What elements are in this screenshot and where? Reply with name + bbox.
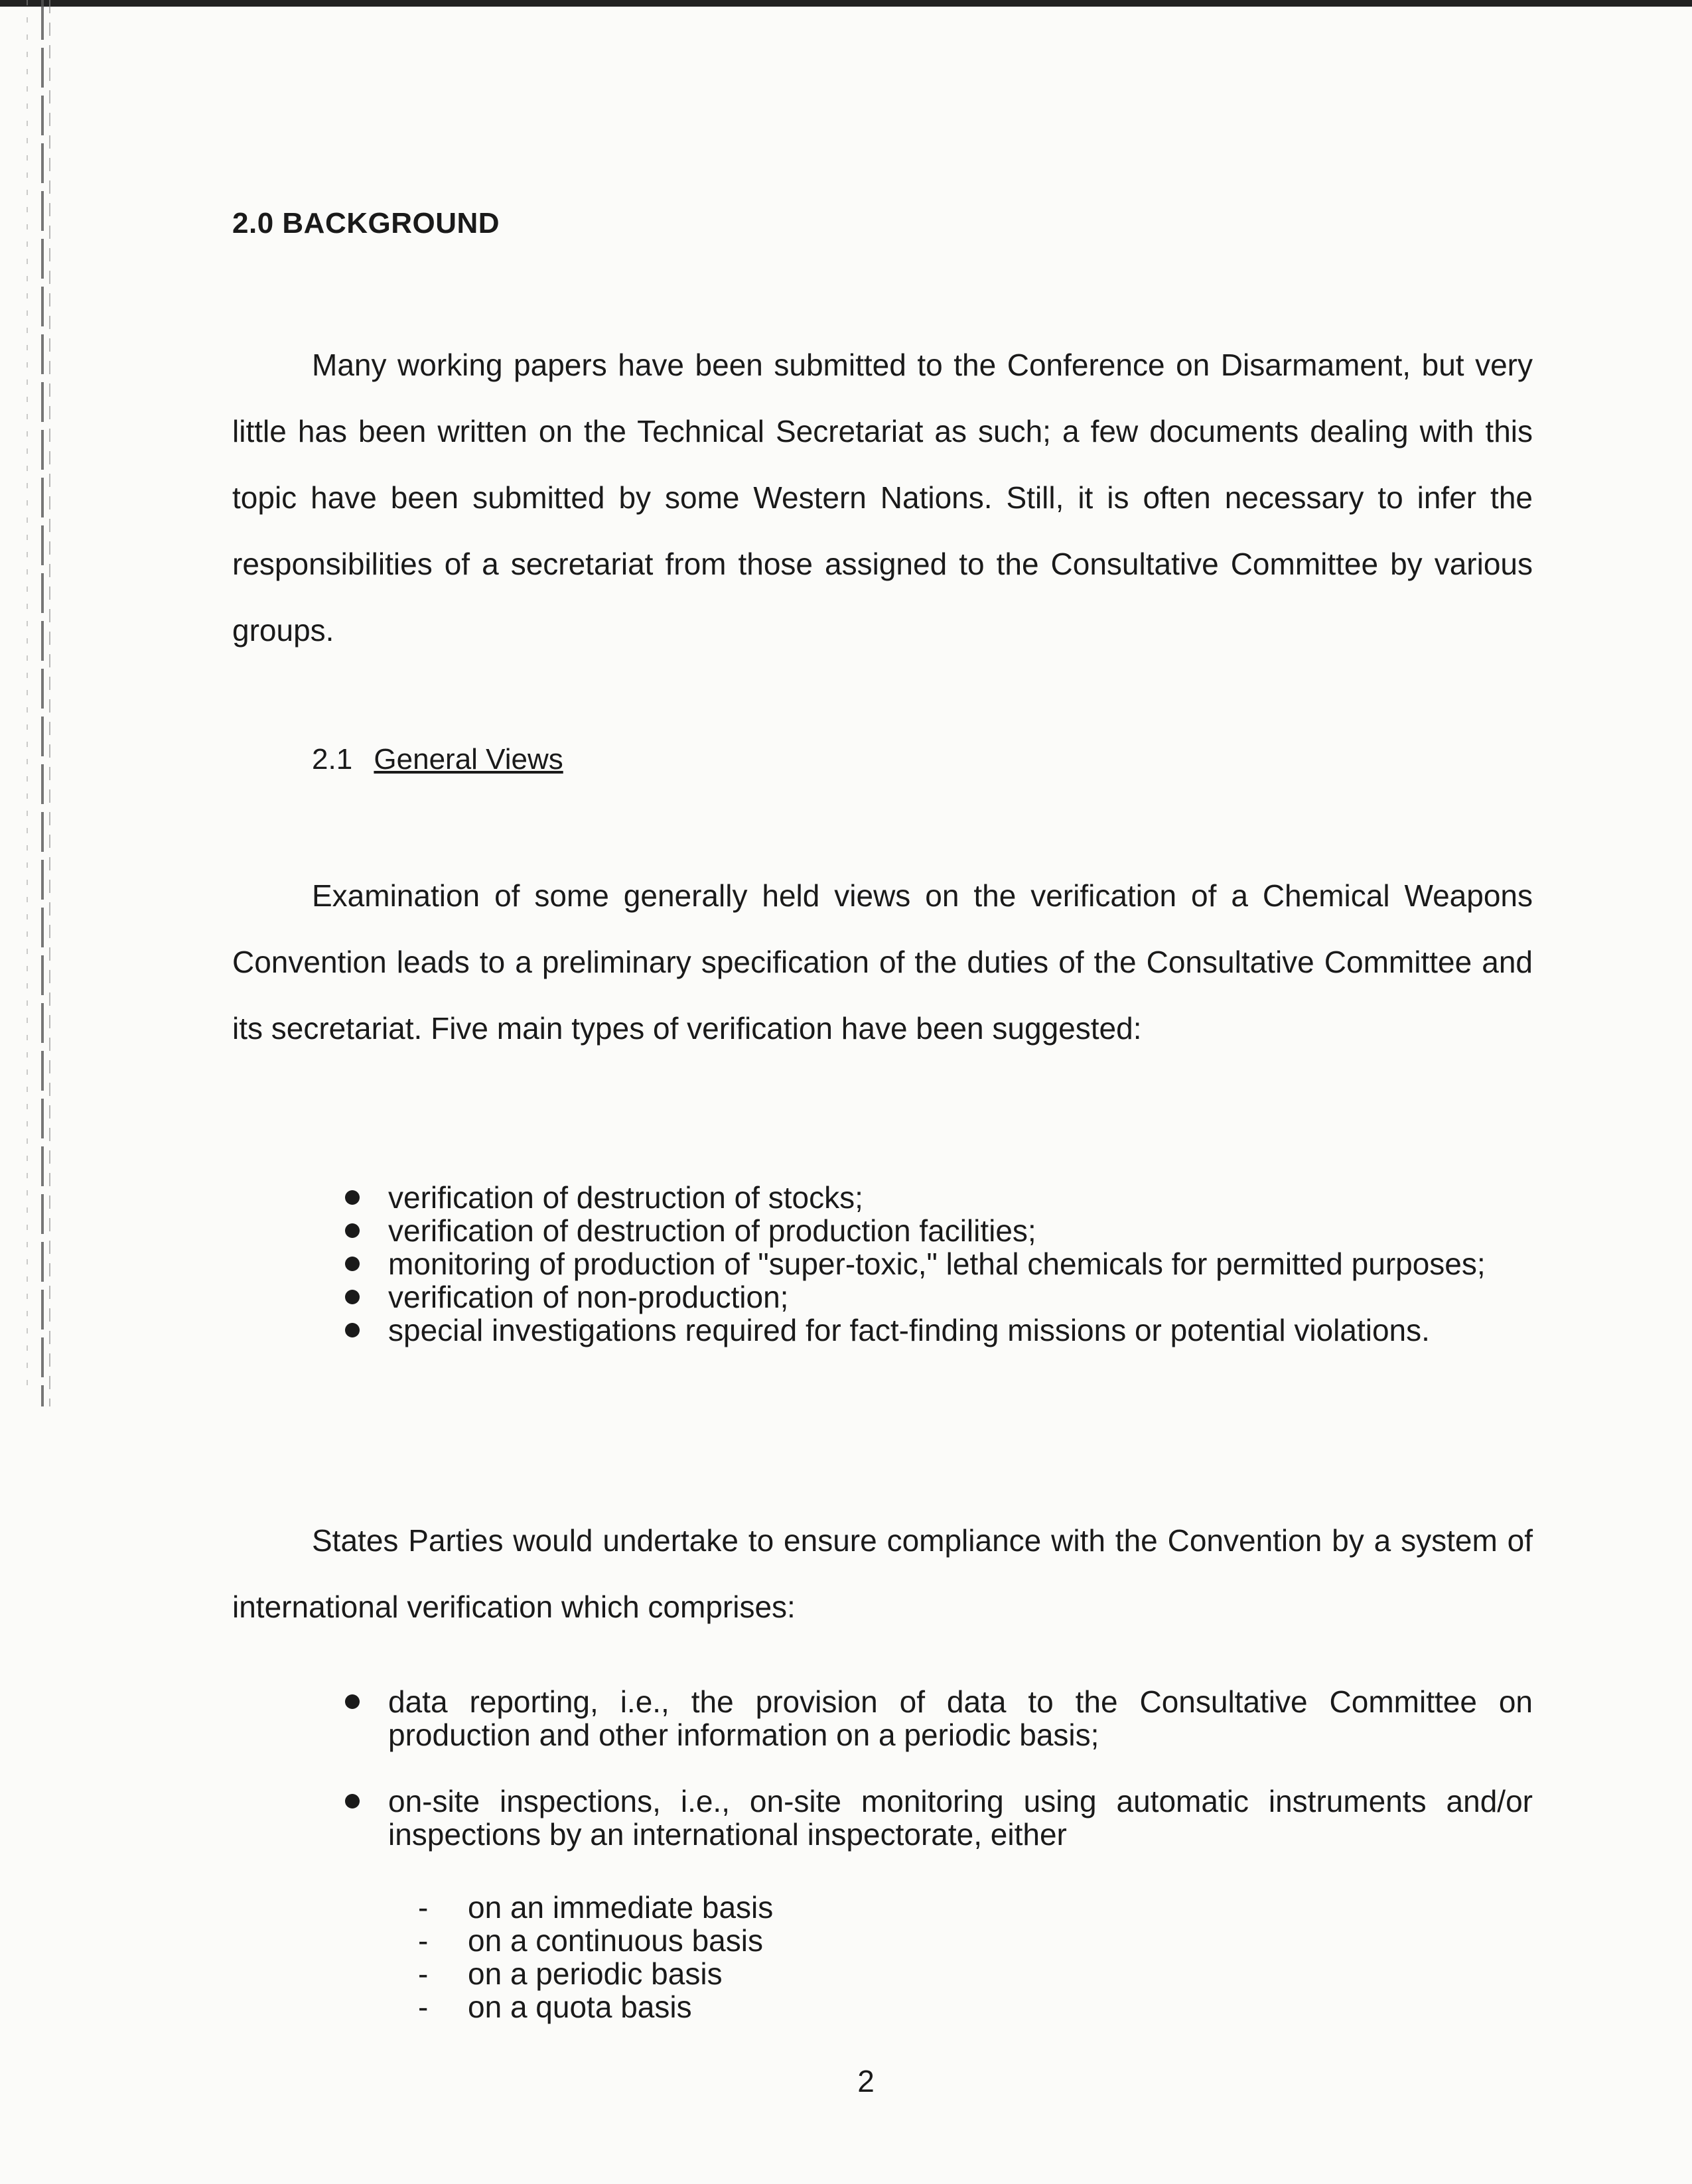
list-item bbox=[345, 1247, 1533, 1280]
list-item-text: on-site inspections, i.e., on-site monitoring using automatic instruments and/or inspections by an international inspectorate, either bbox=[388, 1784, 1533, 1852]
bullet-icon bbox=[345, 1290, 360, 1304]
section-heading: 2.0 BACKGROUND bbox=[232, 207, 500, 239]
list-item bbox=[418, 1924, 773, 1957]
list-item bbox=[418, 1957, 773, 1990]
bullet-icon bbox=[345, 1794, 360, 1809]
states-parties-paragraph: States Parties would undertake to ensure compliance with the Convention by a system of international verification which comprises: bbox=[232, 1523, 1533, 1624]
scan-binding-mark-tertiary bbox=[27, 0, 28, 1393]
list-item bbox=[418, 1990, 773, 2023]
subsection-title: General Views bbox=[374, 743, 563, 776]
list-item-text: on a continuous basis bbox=[468, 1923, 763, 1958]
list-item-text: verification of destruction of production facilities; bbox=[388, 1213, 1036, 1248]
list-item bbox=[345, 1181, 1533, 1214]
verification-system-list bbox=[345, 1685, 1533, 1884]
bullet-icon bbox=[345, 1223, 360, 1238]
bullet-icon bbox=[345, 1190, 360, 1205]
list-item-text: monitoring of production of "super-toxic," lethal chemicals for permitted purposes; bbox=[388, 1247, 1486, 1281]
list-item bbox=[345, 1785, 1533, 1851]
list-item bbox=[418, 1891, 773, 1924]
bullet-icon bbox=[345, 1323, 360, 1337]
subsection-heading bbox=[312, 743, 563, 776]
bullet-icon bbox=[345, 1257, 360, 1271]
verification-types-list bbox=[345, 1181, 1533, 1347]
list-item bbox=[345, 1685, 1533, 1751]
background-paragraph: Many working papers have been submitted to the Conference on Disarmament, but very little has been written on the Technical Secretariat as such; a few documents dealing with this topic have been submitted by some Western Nations. Still, it is often necessary to infer the responsibilities of a secretariat from those assigned to the Consultative Committee by various groups. bbox=[232, 348, 1533, 648]
list-item-text: special investigations required for fact-finding missions or potential violations. bbox=[388, 1313, 1430, 1347]
subsection-number: 2.1 bbox=[312, 743, 353, 776]
general-views-paragraph: Examination of some generally held views on the verification of a Chemical Weapons Convention leads to a preliminary specification of the duties of the Consultative Committee and its secretariat. Five main types of verification have been suggested: bbox=[232, 878, 1533, 1046]
scan-top-edge bbox=[0, 0, 1692, 7]
list-item-text: on a quota basis bbox=[468, 1990, 692, 2024]
list-item-text: on an immediate basis bbox=[468, 1890, 774, 1925]
list-item-text: verification of non-production; bbox=[388, 1280, 789, 1314]
list-item-text: on a periodic basis bbox=[468, 1956, 723, 1991]
dash-icon: - bbox=[418, 1923, 429, 1958]
list-item bbox=[345, 1280, 1533, 1314]
list-item-text: data reporting, i.e., the provision of data to the Consultative Committee on production and other information on a periodic basis; bbox=[388, 1684, 1533, 1752]
list-item bbox=[345, 1214, 1533, 1247]
list-item-text: verification of destruction of stocks; bbox=[388, 1180, 863, 1215]
dash-icon: - bbox=[418, 1956, 429, 1991]
scan-binding-mark-secondary bbox=[49, 0, 50, 1406]
list-item bbox=[345, 1314, 1533, 1347]
dash-icon: - bbox=[418, 1990, 429, 2024]
bullet-icon bbox=[345, 1694, 360, 1709]
dash-icon: - bbox=[418, 1890, 429, 1925]
scan-binding-mark bbox=[41, 0, 44, 1406]
page-number: 2 bbox=[857, 2064, 875, 2098]
inspection-basis-list bbox=[418, 1891, 773, 2023]
